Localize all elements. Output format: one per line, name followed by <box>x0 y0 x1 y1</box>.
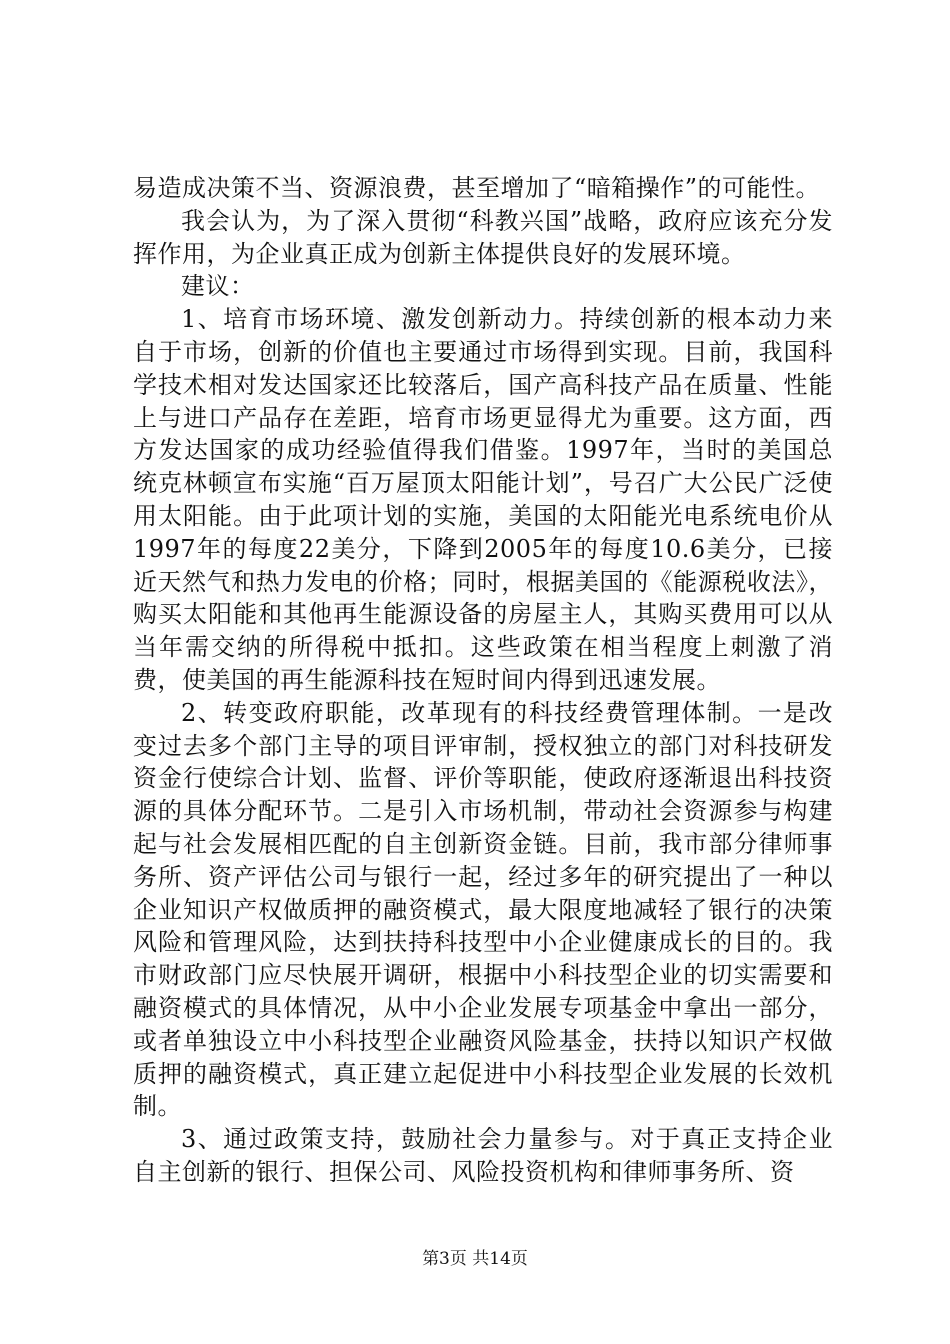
paragraph-suggestion-1: 1、培育市场环境、激发创新动力。持续创新的根本动力来自于市场，创新的价值也主要通过市场得到实现。目前，我国科学技术相对发达国家还比较落后，国产高科技产品在质量、性能上与进口产品存在差距，培育市场更显得尤为重要。这方面，西方发达国家的成功经验值得我们借鉴。1997年，当时的美国总统克林顿宣布实施“百万屋顶太阳能计划”，号召广大公民广泛使用太阳能。由于此项计划的实施，美国的太阳能光电系统电价从1997年的每度22美分，下降到2005年的每度10.6美分，已接近天然气和热力发电的价格；同时，根据美国的《能源税收法》，购买太阳能和其他再生能源设备的房屋主人，其购买费用可以从当年需交纳的所得税中抵扣。这些政策在相当程度上刺激了消费，使美国的再生能源科技在短时间内得到迅速发展。 <box>133 305 833 694</box>
paragraph-suggestion-heading: 建议： <box>181 272 255 301</box>
paragraph-suggestion-3: 3、通过政策支持，鼓励社会力量参与。对于真正支持企业自主创新的银行、担保公司、风险投资机构和律师事务所、资 <box>133 1125 833 1186</box>
paragraph-suggestion-2: 2、转变政府职能，改革现有的科技经费管理体制。一是改变过去多个部门主导的项目评审制，授权独立的部门对科技研发资金行使综合计划、监督、评价等职能，使政府逐渐退出科技资源的具体分配环节。二是引入市场机制，带动社会资源参与构建起与社会发展相匹配的自主创新资金链。目前，我市部分律师事务所、资产评估公司与银行一起，经过多年的研究提出了一种以企业知识产权做质押的融资模式，最大限度地减轻了银行的决策风险和管理风险，达到扶持科技型中小企业健康成长的目的。我市财政部门应尽快展开调研，根据中小科技型企业的切实需要和融资模式的具体情况，从中小企业发展专项基金中拿出一部分，或者单独设立中小科技型企业融资风险基金，扶持以知识产权做质押的融资模式，真正建立起促进中小科技型企业发展的长效机制。 <box>133 698 833 1121</box>
paragraph-continuation: 易造成决策不当、资源浪费，甚至增加了“暗箱操作”的可能性。 <box>133 174 821 202</box>
document-body <box>133 172 833 1189</box>
paragraph-opinion: 我会认为，为了深入贯彻“科教兴国”战略，政府应该充分发挥作用，为企业真正成为创新主体提供良好的发展环境。 <box>133 206 833 268</box>
page-number-footer: 第3页 共14页 <box>422 1249 528 1269</box>
